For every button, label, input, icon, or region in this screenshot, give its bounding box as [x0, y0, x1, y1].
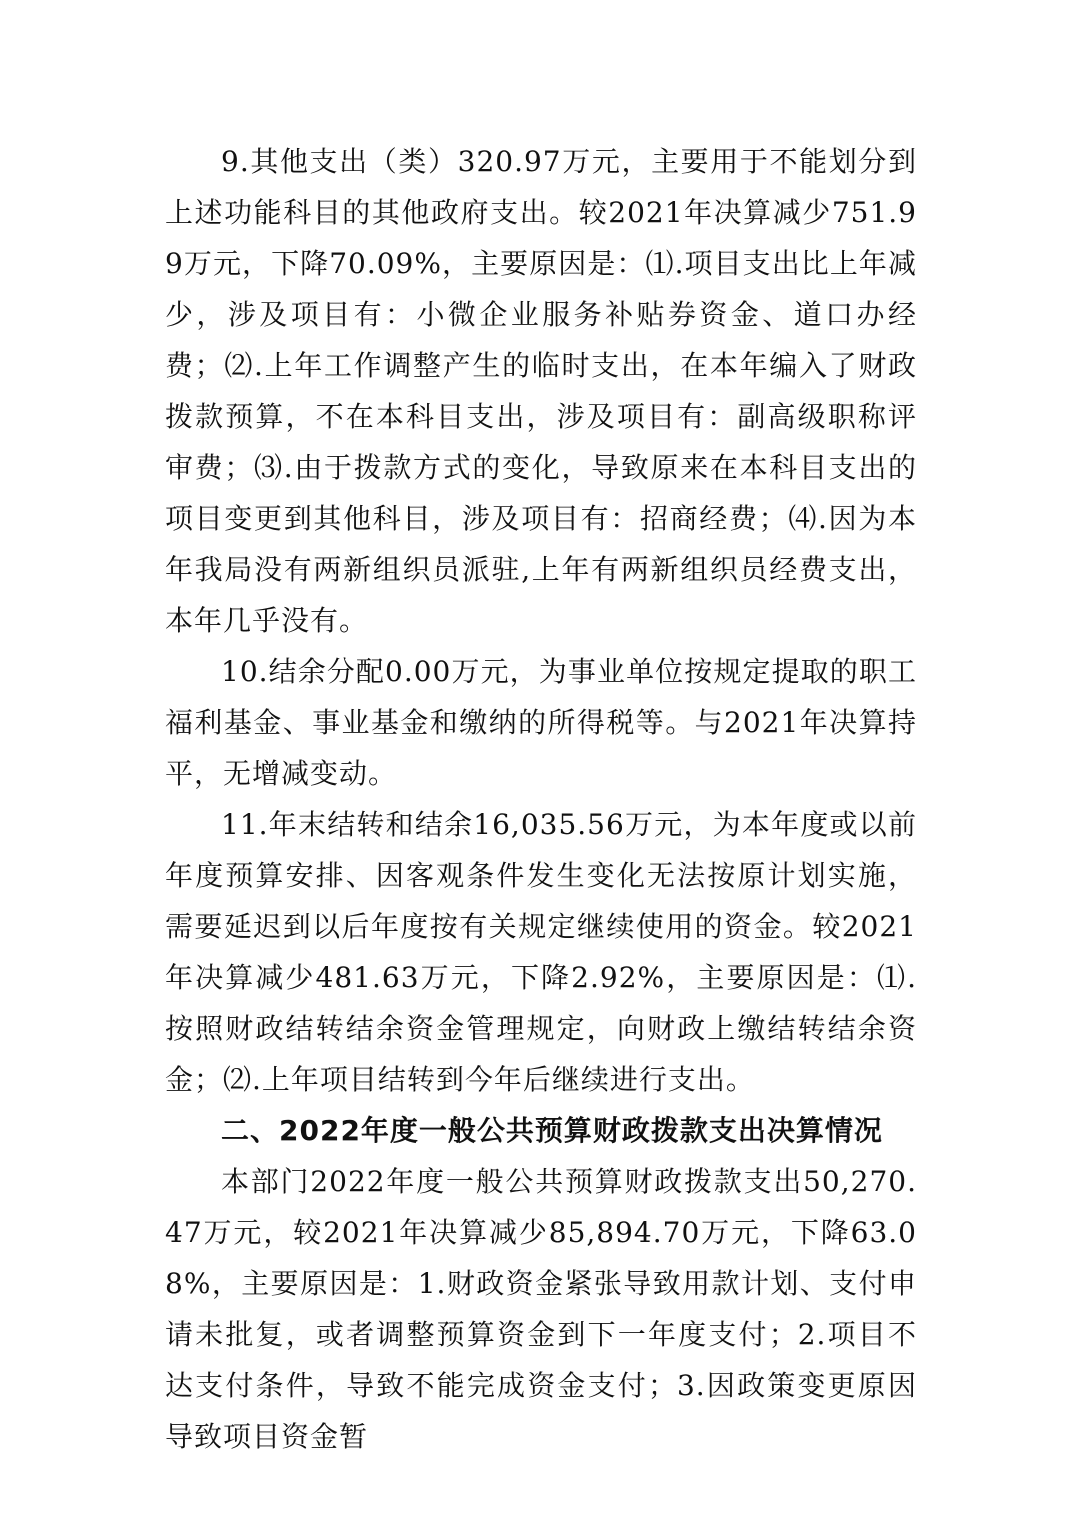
- paragraph-other-expenditure: 9.其他支出（类）320.97万元，主要用于不能划分到上述功能科目的其他政府支出。较2021年决算减少751.99万元，下降70.09%，主要原因是：⑴.项目支出比上年减少，涉及项目有：小微企业服务补贴券资金、道口办经费；⑵.上年工作调整产生的临时支出，在本年编入了财政拨款预算，不在本科目支出，涉及项目有：副高级职称评审费；⑶.由于拨款方式的变化，导致原来在本科目支出的项目变更到其他科目，涉及项目有：招商经费；⑷.因为本年我局没有两新组织员派驻,上年有两新组织员经费支出，本年几乎没有。: [165, 145, 917, 637]
- paragraph-year-end-carryover: 11.年末结转和结余16,035.56万元，为本年度或以前年度预算安排、因客观条件发生变化无法按原计划实施，需要延迟到以后年度按有关规定继续使用的资金。较2021年决算减少481.63万元，下降2.92%，主要原因是：⑴.按照财政结转结余资金管理规定，向财政上缴结转结余资金；⑵.上年项目结转到今年后继续进行支出。: [165, 808, 917, 1096]
- section-heading: 二、2022年度一般公共预算财政拨款支出决算情况: [221, 1114, 883, 1147]
- paragraph-surplus-distribution: 10.结余分配0.00万元，为事业单位按规定提取的职工福利基金、事业基金和缴纳的所得税等。与2021年决算持平，无增减变动。: [165, 655, 917, 790]
- document-body: [165, 136, 917, 1462]
- paragraph-general-budget-expenditure: 本部门2022年度一般公共预算财政拨款支出50,270.47万元，较2021年决算减少85,894.70万元，下降63.08%，主要原因是：1.财政资金紧张导致用款计划、支付申请未批复，或者调整预算资金到下一年度支付；2.项目不达支付条件，导致不能完成资金支付；3.因政策变更原因导致项目资金暂: [165, 1165, 917, 1453]
